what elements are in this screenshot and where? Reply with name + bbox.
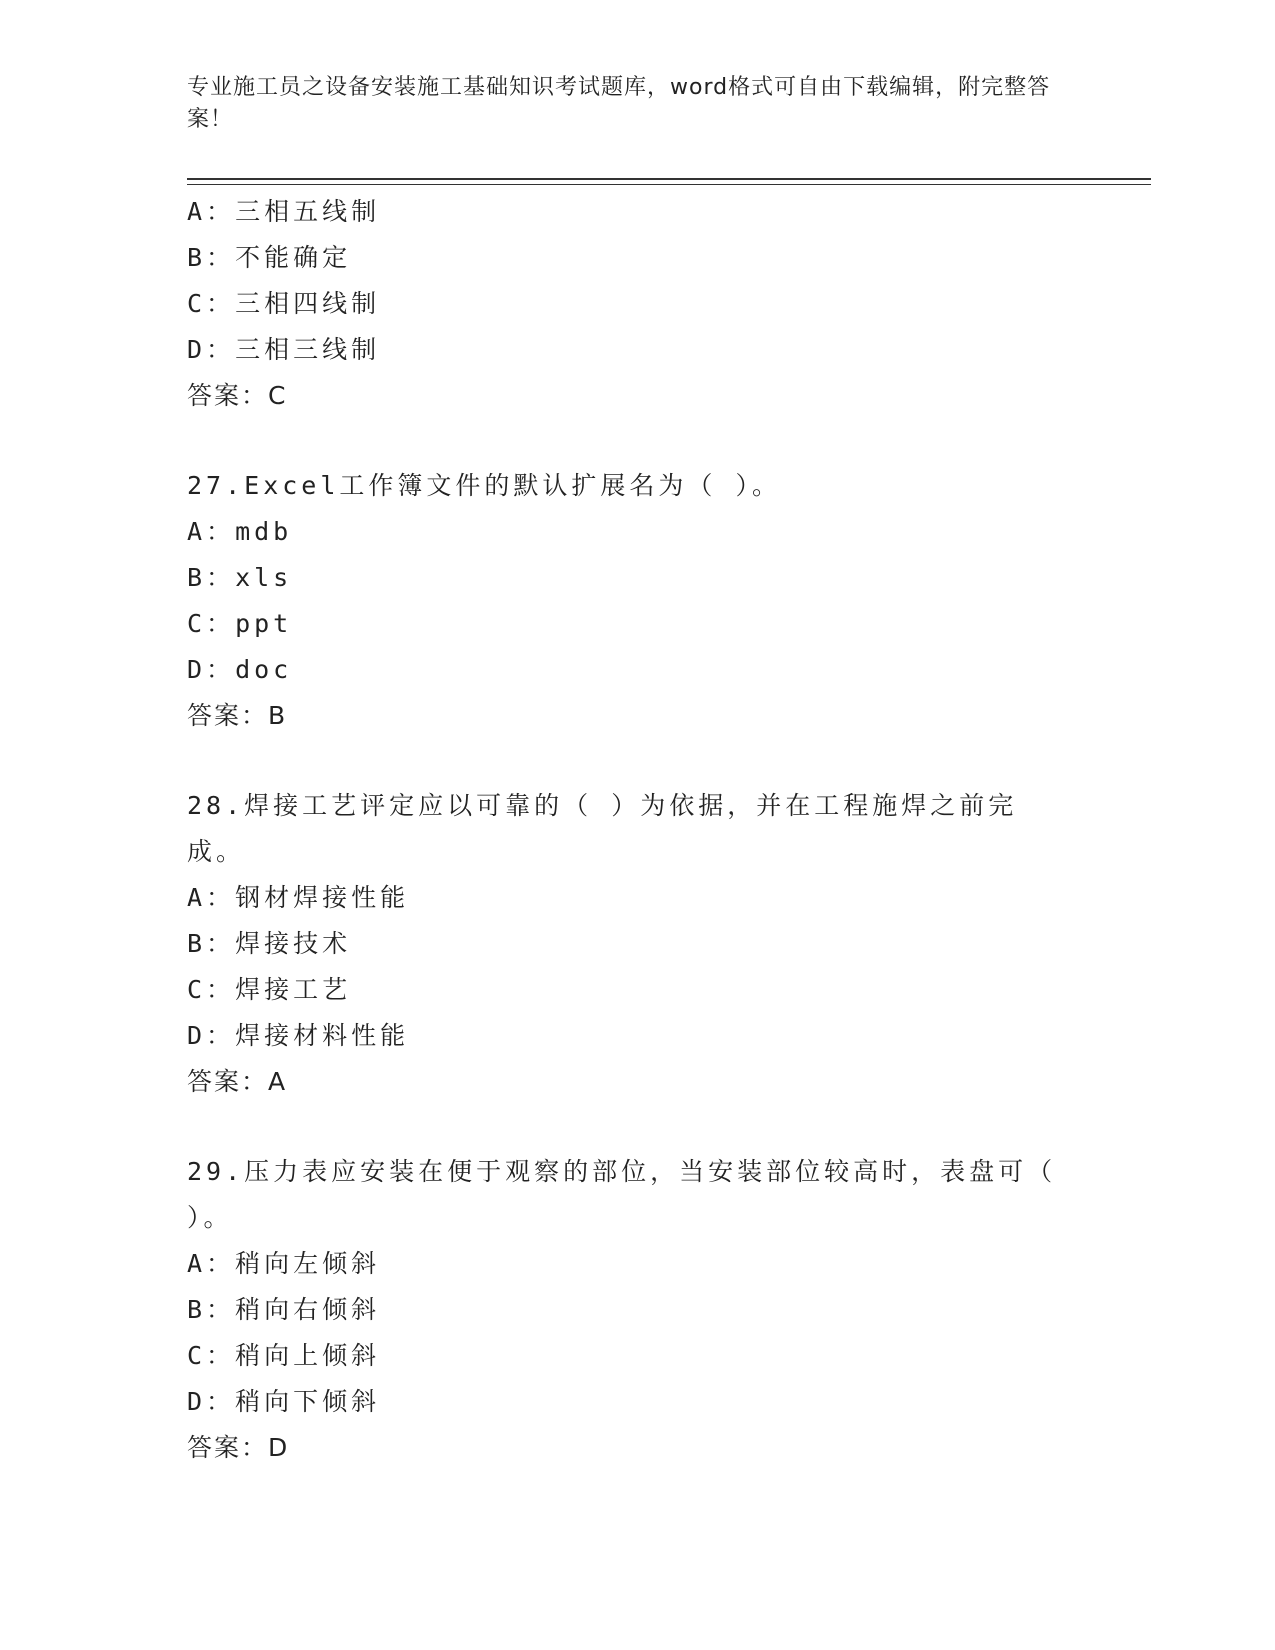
question-29 [187,1149,1151,1471]
header-rule-thick [187,178,1151,180]
option-d: D：焊接材料性能 [187,1021,410,1050]
question-text: 28.焊接工艺评定应以可靠的（ ）为依据，并在工程施焊之前完成。 [187,791,1018,866]
answer: 答案：D [187,1433,290,1462]
document-header: 专业施工员之设备安装施工基础知识考试题库，word格式可自由下载编辑，附完整答案！ [187,75,1051,132]
question-27 [187,463,1151,739]
option-a: A：稍向左倾斜 [187,1249,381,1278]
option-c: C：三相四线制 [187,289,381,318]
answer: 答案：A [187,1067,288,1096]
option-a: A：三相五线制 [187,197,381,226]
question-26-partial [187,189,1151,419]
option-b: B：xls [187,563,293,592]
answer: 答案：C [187,381,288,410]
question-text: 27.Excel工作簿文件的默认扩展名为（ ）。 [187,471,781,500]
option-c: C：稍向上倾斜 [187,1341,381,1370]
option-a: A：钢材焊接性能 [187,883,410,912]
question-28 [187,783,1151,1105]
option-c: C：ppt [187,609,293,638]
option-d: D：稍向下倾斜 [187,1387,381,1416]
answer: 答案：B [187,701,288,730]
option-b: B：焊接技术 [187,929,352,958]
question-list [187,189,1151,1471]
option-b: B：稍向右倾斜 [187,1295,381,1324]
question-text: 29.压力表应安装在便于观察的部位，当安装部位较高时，表盘可（ ）。 [187,1157,1057,1232]
option-d: D：doc [187,655,293,684]
header-rule-thin [187,184,1151,185]
option-d: D：三相三线制 [187,335,381,364]
option-c: C：焊接工艺 [187,975,352,1004]
option-a: A：mdb [187,517,293,546]
option-b: B：不能确定 [187,243,352,272]
